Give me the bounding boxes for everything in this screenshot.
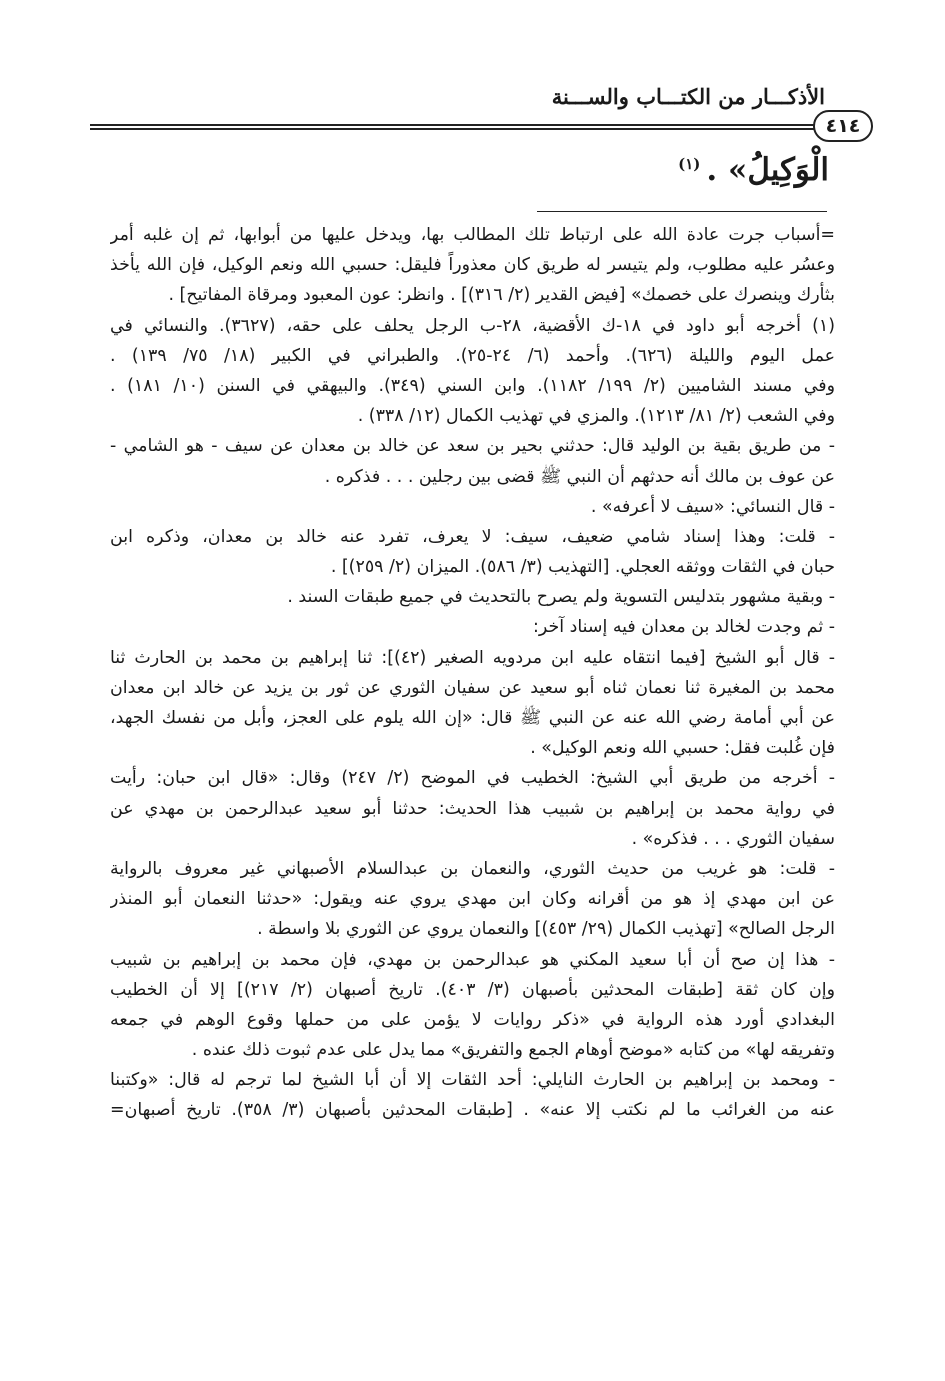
footnote-line: محمد بن المغيرة ثنا نعمان ثناه أبو سعيد عن سفيان الثوري عن ثور بن يزيد عن خالد ابن معدان xyxy=(110,677,835,698)
footnote-line: سفيان الثوري . . . فذكره» . xyxy=(631,828,835,849)
footnote-line: عن أبي أمامة رضي الله عنه عن النبي ﷺ قال: «إن الله يلوم على العجز، وأبل من نفسك الجهد، xyxy=(110,708,835,728)
footnote-line: (١) أخرجه أبو داود في ١٨-ك الأقضية، ٢٨-ب الرجل يحلف على حقه، (٣٦٢٧). والنسائي في xyxy=(110,315,835,336)
footnote-line: - قال أبو الشيخ [فيما انتقاه عليه ابن مردويه الصغير (٤٢)]: ثنا إبراهيم بن محمد بن الحارث ثنا xyxy=(110,647,835,668)
footnote-line: وفي الشعب (٢/ ٨١/ ١٢١٣). والمزي في تهذيب الكمال (١٢/ ٣٣٨) . xyxy=(357,406,835,427)
footnote-line: - وبقية مشهور بتدليس التسوية ولم يصرح بالتحديث في جميع طبقات السند . xyxy=(287,587,835,608)
footnote-marker: (١) xyxy=(678,154,701,173)
footnote-line: عنه من الغرائب ما لم نكتب إلا عنه» . [طبقات المحدثين بأصبهان (٣/ ٣٥٨). تاريخ أصبهان= xyxy=(110,1100,835,1121)
main-text-line xyxy=(678,152,829,188)
footnote-line: =أسباب جرت عادة الله على ارتباط تلك المطالب بها، ويدخل عليها من أبوابها، ثم إن غلبه أمر xyxy=(110,225,835,245)
footnotes xyxy=(110,220,835,1126)
footnote-line: - أخرجه من طريق أبي الشيخ: الخطيب في الموضح (٢/ ٢٤٧) وقال: «قال ابن حبان: رأيت xyxy=(110,768,835,789)
footnote-line: في رواية محمد بن إبراهيم بن شبيب هذا الحديث: حدثنا أبو سعيد عبدالرحمن بن مهدي عن xyxy=(110,798,835,819)
footnote-separator xyxy=(537,211,827,212)
footnote-line: البغدادي أورد هذه الرواية في «ذكر روايات لا يؤمن على من حملها وقوع الوهم في جمعه xyxy=(110,1009,835,1030)
footnote-line: عمل اليوم والليلة (٦٢٦). وأحمد (٦/ ٢٤-٢٥). والطبراني في الكبير (١٨/ ٧٥/ ١٣٩) . xyxy=(110,345,835,366)
main-text: الْوَكِيلُ» . xyxy=(706,152,829,188)
footnote-line: - ومحمد بن إبراهيم بن الحارث النايلي: أحد الثقات إلا أن أبا الشيخ لما ترجم له قال: «وكتبنا xyxy=(110,1070,835,1091)
footnote-line: - هذا إن صح أن أبا سعيد المكني هو عبدالرحمن بن مهدي، فإن محمد بن إبراهيم بن شبيب xyxy=(110,949,835,970)
footnote-line: - قلت: هو غريب من حديث الثوري، والنعمان بن عبدالسلام الأصبهاني غير معروف بالرواية xyxy=(110,858,835,879)
footnote-line: بثأرك وينصرك على خصمك» [فيض القدير (٢/ ٣١٦)] . وانظر: عون المعبود ومرقاة المفاتيح] . xyxy=(168,285,835,306)
footnote-line: - ثم وجدت لخالد بن معدان فيه إسناد آخر: xyxy=(533,617,835,638)
footnote-line: وتفريقه لها» من كتابه «موضح أوهام الجمع والتفريق» مما يدل على عدم ثبوت ذلك عنده . xyxy=(191,1040,835,1061)
footnote-line: الرجل الصالح» [تهذيب الكمال (٢٩/ ٤٥٣)] والنعمان يروي عن الثوري بلا واسطة . xyxy=(257,919,835,940)
footnote-line: - قال النسائي: «سيف لا أعرفه» . xyxy=(590,496,835,517)
footnote-line: حبان في الثقات ووثقه العجلي. [التهذيب (٣/ ٥٨٦). الميزان (٢/ ٢٥٩)] . xyxy=(330,557,835,578)
running-title: الأذكـــار من الكتـــاب والســـنة xyxy=(551,84,825,109)
footnote-line: وفي مسند الشاميين (٢/ ١٩٩/ ١١٨٢). وابن السني (٣٤٩). والبيهقي في السنن (١٠/ ١٨١) . xyxy=(110,375,835,396)
footnote-line: فإن غُلبت فقل: حسبي الله ونعم الوكيل» . xyxy=(530,738,835,759)
footnote-line: عن ابن مهدي إذ هو من أقرانه وكان ابن مهدي يروي عنه ويقول: «حدثنا النعمان أبو المنذر xyxy=(110,889,835,910)
footnote-line: - من طريق بقية بن الوليد قال: حدثني بحير بن سعد عن خالد بن معدان عن سيف - هو الشامي - xyxy=(110,436,835,457)
footnote-line: وعسُر عليه مطلوب، ولم يتيسر له طريق كان معذوراً فليقل: حسبي الله ونعم الوكيل، فإن الله يأخذ xyxy=(110,255,835,276)
footnote-line: عن عوف بن مالك أنه حدثهم أن النبي ﷺ قضى بين رجلين . . . فذكره . xyxy=(324,466,835,487)
header-rule xyxy=(90,124,815,130)
footnote-line: وإن كان ثقة [طبقات المحدثين بأصبهان (٣/ ٤٠٣). تاريخ أصبهان (٢/ ٢١٧)] إلا أن الخطيب xyxy=(110,979,835,1000)
page-number: ٤١٤ xyxy=(813,110,873,142)
footnote-line: - قلت: وهذا إسناد شامي ضعيف، سيف: لا يعرف، تفرد عنه خالد بن معدان، وذكره ابن xyxy=(110,526,835,547)
